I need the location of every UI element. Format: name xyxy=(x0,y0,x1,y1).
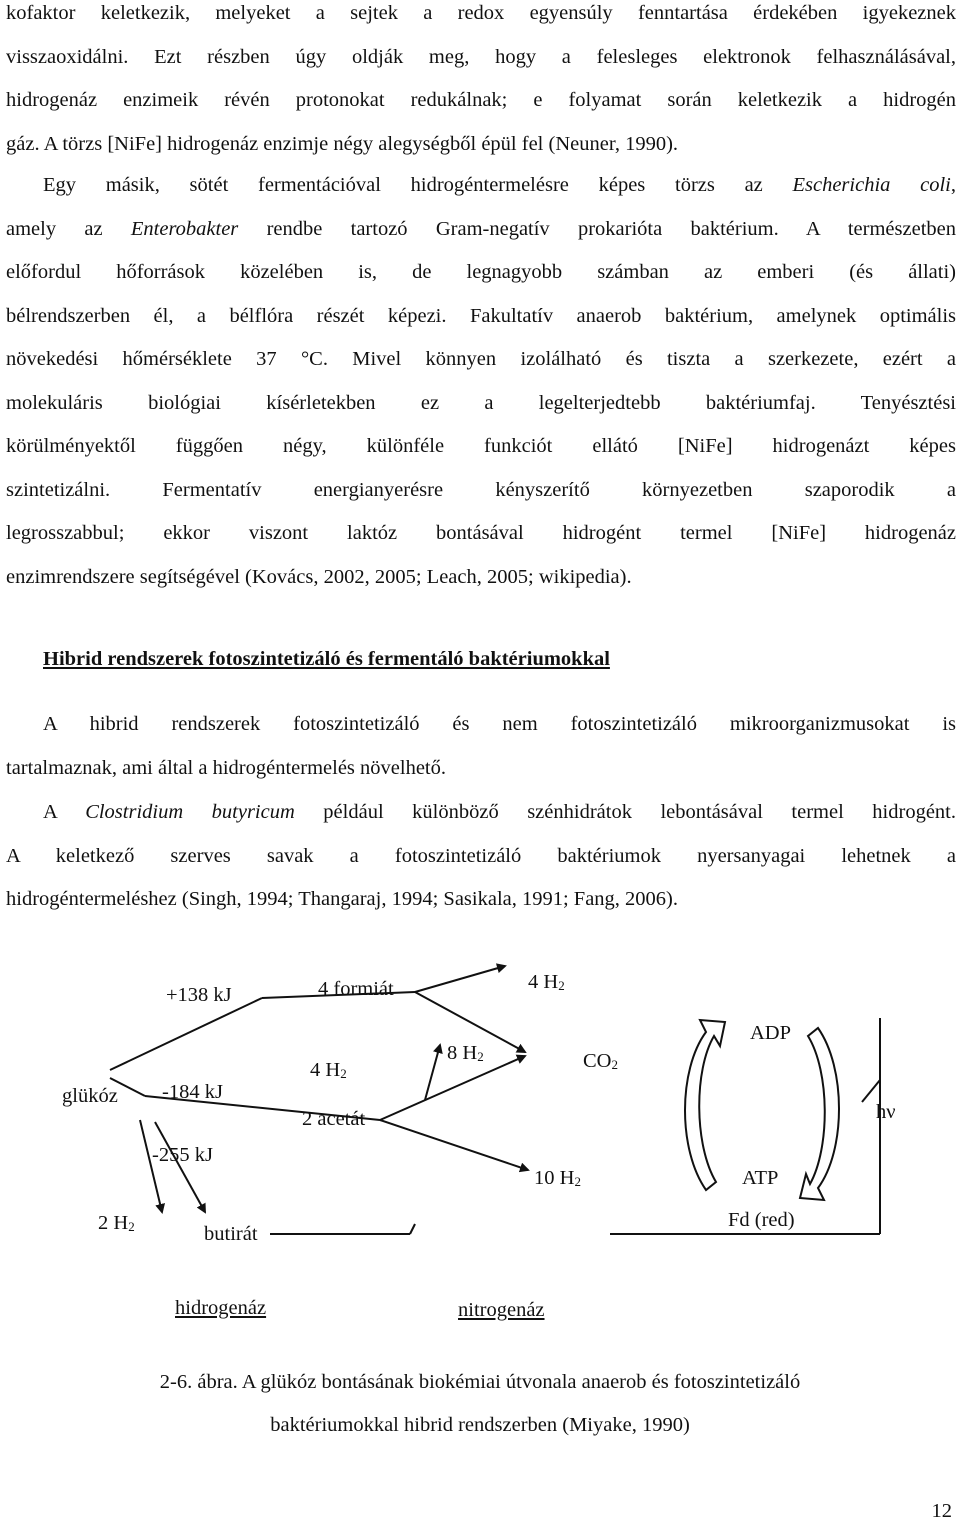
text-line: A hibrid rendszerek fotoszintetizáló és nem fotoszintetizáló mikroorganizmusokat is xyxy=(43,713,956,735)
text-line: enzimrendszere segítségével (Kovács, 2002, 2005; Leach, 2005; wikipedia). xyxy=(6,565,632,588)
species-name: Clostridium butyricum xyxy=(85,801,295,823)
arrow-line xyxy=(380,1120,528,1170)
caption-line: baktériumokkal hibrid rendszerben (Miyake, 1990) xyxy=(270,1414,690,1436)
text-line: A Clostridium butyricum például különböző szénhidrátok lebontásával termel hidrogént. xyxy=(43,801,956,823)
energy-label: -255 kJ xyxy=(152,1144,213,1166)
text-line: A keletkező szerves savak a fotoszintetizáló baktériumok nyersanyagai lehetnek a xyxy=(6,844,956,867)
text-line: hidrogenáz enzimeik révén protonokat redukálnak; e folyamat során keletkezik a hidrogén xyxy=(6,89,956,111)
atp-label: ATP xyxy=(742,1167,779,1189)
text-line: gáz. A törzs [NiFe] hidrogenáz enzimje négy alegységből épül fel (Neuner, 1990). xyxy=(6,132,679,155)
paragraph-3 xyxy=(6,703,956,790)
fd-label: Fd (red) xyxy=(728,1209,795,1231)
text-line: körülményektől függően négy, különféle funkciót ellátó [NiFe] hidrogenázt képes xyxy=(6,435,956,457)
section-heading: Hibrid rendszerek fotoszintetizáló és fermentáló baktériumokkal xyxy=(43,648,610,670)
bracket-line xyxy=(410,1224,415,1234)
product-h2: 4 $H_2$ xyxy=(528,971,565,993)
text-line: amely az Enterobakter rendbe tartozó Gram-negatív prokarióta baktérium. A természetben xyxy=(6,217,956,240)
product-h2: 4 $H_2$ xyxy=(310,1059,347,1081)
species-name: Escherichia coli xyxy=(792,174,951,196)
product-h2: 8 $H_2$ xyxy=(447,1042,484,1064)
bracket-line xyxy=(862,1080,880,1102)
text-line: visszaoxidálni. Ezt részben úgy oldják meg, hogy a felesleges elektronok felhasználásával, xyxy=(6,45,956,68)
paragraph-1 xyxy=(6,0,956,166)
text-line: előfordul hőforrások közelében is, de legnagyobb számban az emberi (és állati) xyxy=(6,261,956,283)
product-butirat: butirát xyxy=(204,1223,258,1245)
paragraph-4 xyxy=(6,791,956,922)
energy-label: -184 kJ xyxy=(162,1081,223,1103)
light-label: hν xyxy=(876,1101,896,1123)
figure-caption xyxy=(0,1361,960,1447)
product-acetat: 2 acetát xyxy=(302,1108,366,1130)
text-line: hidrogéntermeléshez (Singh, 1994; Thangaraj, 1994; Sasikala, 1991; Fang, 2006). xyxy=(6,888,679,910)
cycle-arrow-right xyxy=(800,1028,839,1200)
product-co2: $CO_2$ xyxy=(583,1050,618,1072)
text-line: molekuláris biológiai kísérletekben ez a legelterjedtebb baktériumfaj. Tenyésztési xyxy=(6,391,956,414)
genus-name: Enterobakter xyxy=(130,217,239,240)
text-line: szintetizálni. Fermentatív energianyerésre kényszerítő környezetben szaporodik a xyxy=(6,478,956,501)
paragraph-2 xyxy=(6,164,956,599)
text-line: tartalmaznak, ami által a hidrogéntermelés növelhető. xyxy=(6,756,446,779)
arrow-line xyxy=(110,998,262,1070)
substrate-glukoz: glükóz xyxy=(62,1085,118,1107)
adp-label: ADP xyxy=(750,1022,792,1044)
text-line: Egy másik, sötét fermentációval hidrogéntermelésre képes törzs az Escherichia coli, xyxy=(43,174,956,196)
energy-label: +138 kJ xyxy=(166,984,232,1006)
product-h2: 2 $H_2$ xyxy=(98,1212,135,1234)
arrow-line xyxy=(415,966,505,992)
page-number: 12 xyxy=(931,1500,952,1522)
text-line: növekedési hőmérséklete 37 °C. Mivel könnyen izolálható és tiszta a szerkezete, ezért a xyxy=(6,348,956,370)
text-line: bélrendszerben él, a bélflóra részét képezi. Fakultatív anaerob baktérium, amelynek optimális xyxy=(6,304,956,327)
arrow-line xyxy=(425,1045,440,1100)
caption-line: 2-6. ábra. A glükóz bontásának biokémiai útvonala anaerob és fotoszintetizáló xyxy=(159,1371,801,1393)
text-line: kofaktor keletkezik, melyeket a sejtek a redox egyensúly fenntartása érdekében igyekeznek xyxy=(6,2,956,24)
product-formiat: 4 formiát xyxy=(318,978,394,1000)
pathway-diagram xyxy=(0,950,960,1350)
product-h2: 10 $H_2$ xyxy=(534,1167,581,1189)
pathway-arrows xyxy=(0,950,960,1350)
arrow-line xyxy=(155,1122,205,1212)
enzyme-hidrogenaz: hidrogenáz xyxy=(175,1297,267,1319)
cycle-arrow-left xyxy=(685,1020,725,1190)
enzyme-nitrogenaz: nitrogenáz xyxy=(458,1299,545,1321)
text-line: legrosszabbul; ekkor viszont laktóz bontásával hidrogént termel [NiFe] hidrogenáz xyxy=(6,522,956,544)
